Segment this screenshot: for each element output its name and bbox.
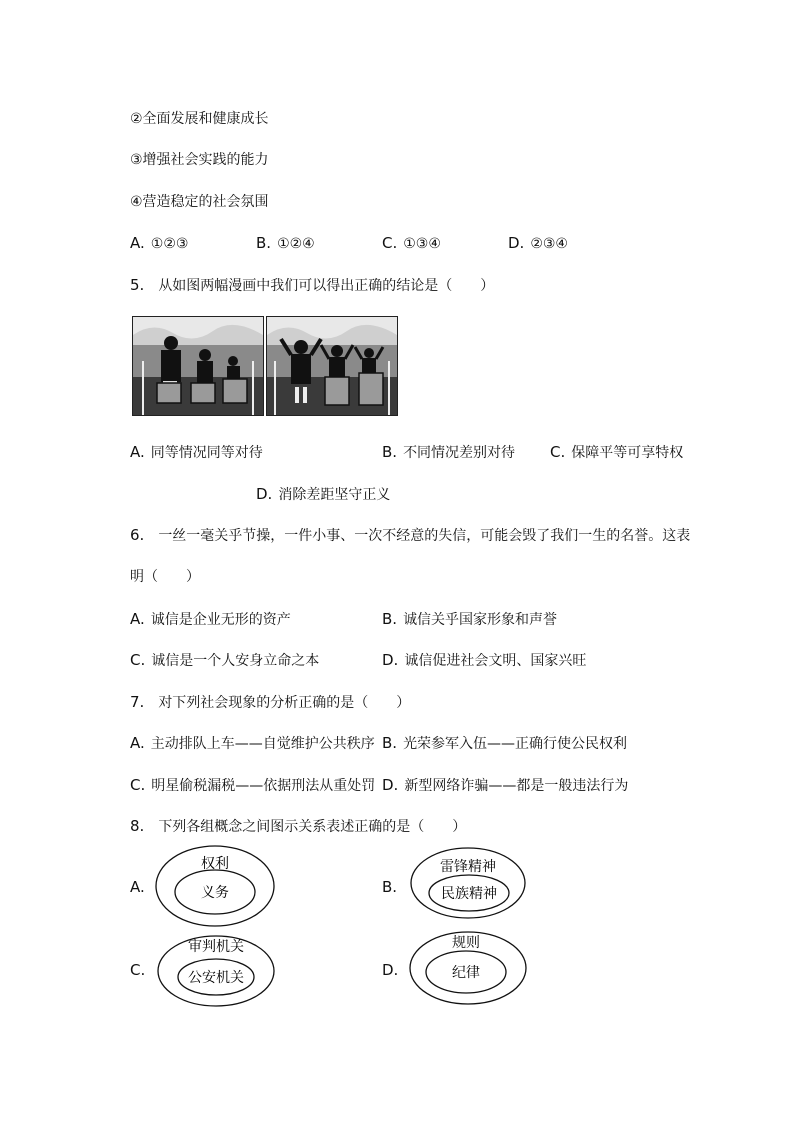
q4-option-a: A. ①②③	[130, 234, 189, 252]
q6-option-b: B. 诚信关乎国家形象和声誉	[382, 610, 558, 628]
cartoon-right-art	[267, 317, 397, 415]
q6-stem-line2: 明（ ）	[130, 569, 200, 585]
q8-option-b-diagram	[408, 846, 528, 920]
q5-option-b: B. 不同情况差别对待	[382, 443, 516, 461]
q8-option-d-letter: D.	[382, 961, 399, 979]
q8-option-c-diagram	[156, 934, 276, 1008]
q4-option-d: D. ②③④	[508, 234, 568, 252]
q8-option-d-diagram	[408, 930, 528, 1006]
q6-stem-line1: 6. 一丝一毫关乎节操，一件小事、一次不经意的失信，可能会毁了我们一生的名誉。这表	[130, 526, 691, 544]
q6-option-c: C. 诚信是一个人安身立命之本	[130, 651, 320, 669]
q5-option-c: C. 保障平等可享特权	[550, 443, 684, 461]
outer-ring	[411, 848, 525, 918]
outer-label: 权利	[201, 857, 229, 872]
q4-option-c: C. ①③④	[382, 234, 441, 252]
q7-option-b: B. 光荣参军入伍——正确行使公民权利	[382, 734, 628, 752]
outer-label: 雷锋精神	[440, 860, 496, 875]
item-3: ③增强社会实践的能力	[130, 152, 269, 168]
outer-label: 规则	[452, 936, 480, 951]
q6-option-a: A. 诚信是企业无形的资产	[130, 610, 291, 628]
item-4: ④营造稳定的社会氛围	[130, 194, 269, 210]
q6-option-d: D. 诚信促进社会文明、国家兴旺	[382, 651, 587, 669]
q8-option-a-letter: A.	[130, 878, 145, 896]
q8-option-b-letter: B.	[382, 878, 398, 896]
inner-label: 民族精神	[441, 887, 497, 902]
q7-option-d: D. 新型网络诈骗——都是一般违法行为	[382, 776, 629, 794]
cartoon-left-art	[133, 317, 263, 415]
q7-stem: 7. 对下列社会现象的分析正确的是（ ）	[130, 693, 411, 711]
q5-option-d: D. 消除差距坚守正义	[256, 485, 391, 503]
inner-label: 纪律	[452, 966, 480, 981]
q7-option-a: A. 主动排队上车——自觉维护公共秩序	[130, 734, 375, 752]
q8-option-a-diagram	[154, 844, 276, 928]
cartoon-image-right	[266, 316, 398, 416]
q8-option-c-letter: C.	[130, 961, 146, 979]
inner-label: 义务	[201, 886, 229, 901]
inner-label: 公安机关	[188, 971, 244, 986]
cartoon-image-left	[132, 316, 264, 416]
q8-stem: 8. 下列各组概念之间图示关系表述正确的是（ ）	[130, 817, 467, 835]
item-2: ②全面发展和健康成长	[130, 111, 269, 127]
outer-label: 审判机关	[188, 940, 244, 955]
q5-stem: 5. 从如图两幅漫画中我们可以得出正确的结论是（ ）	[130, 276, 495, 294]
q4-option-b: B. ①②④	[256, 234, 315, 252]
q7-option-c: C. 明星偷税漏税——依据刑法从重处罚	[130, 776, 376, 794]
q5-option-a: A. 同等情况同等对待	[130, 443, 263, 461]
